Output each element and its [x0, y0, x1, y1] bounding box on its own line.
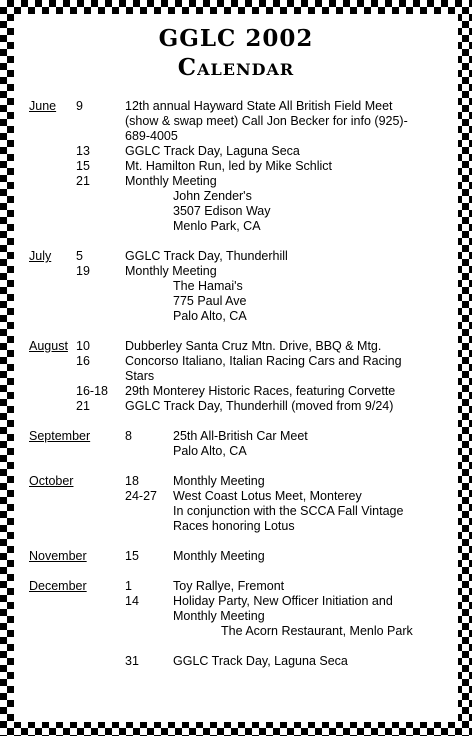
month-october: October: [29, 474, 74, 488]
event-text: Mt. Hamilton Run, led by Mike Schlict: [125, 159, 333, 173]
event-text: Stars: [125, 369, 155, 383]
event-text: (show & swap meet) Call Jon Becker for info (925)-: [125, 114, 408, 128]
event-day: 9: [76, 99, 83, 113]
event-text: Palo Alto, CA: [173, 444, 247, 458]
event-text: Monthly Meeting: [173, 549, 265, 563]
month-july: July: [29, 249, 52, 263]
event-text: 25th All-British Car Meet: [173, 429, 308, 443]
event-text: 12th annual Hayward State All British Field Meet: [125, 99, 393, 113]
event-day: 16-18: [76, 384, 108, 398]
month-september: September: [29, 429, 91, 443]
event-text: Holiday Party, New Officer Initiation and: [173, 594, 393, 608]
event-day: 5: [76, 249, 83, 263]
event-day: 15: [76, 159, 90, 173]
event-address: 775 Paul Ave: [173, 294, 247, 308]
event-text: West Coast Lotus Meet, Monterey: [173, 489, 362, 503]
event-address: Menlo Park, CA: [173, 219, 261, 233]
event-address: Palo Alto, CA: [173, 309, 247, 323]
page-subtitle: Calendar: [177, 54, 295, 81]
event-day: 21: [76, 174, 90, 188]
month-august: August: [29, 339, 68, 353]
event-address: 3507 Edison Way: [173, 204, 271, 218]
event-day: 24-27: [125, 489, 157, 503]
event-text: Monthly Meeting: [173, 609, 265, 623]
event-day: 19: [76, 264, 90, 278]
event-day: 31: [125, 654, 139, 668]
event-text: Monthly Meeting: [125, 174, 217, 188]
event-text: Toy Rallye, Fremont: [173, 579, 285, 593]
month-november: November: [29, 549, 87, 563]
event-text: In conjunction with the SCCA Fall Vintage: [173, 504, 404, 518]
event-text: GGLC Track Day, Laguna Seca: [173, 654, 348, 668]
event-text: Dubberley Santa Cruz Mtn. Drive, BBQ & Mtg.: [125, 339, 382, 353]
event-day: 14: [125, 594, 139, 608]
event-day: 15: [125, 549, 139, 563]
event-text: Monthly Meeting: [173, 474, 265, 488]
event-day: 16: [76, 354, 90, 368]
event-text: 689-4005: [125, 129, 178, 143]
event-text: Races honoring Lotus: [173, 519, 295, 533]
page-title: GGLC 2002: [158, 25, 314, 52]
event-text: GGLC Track Day, Laguna Seca: [125, 144, 300, 158]
event-day: 21: [76, 399, 90, 413]
event-day: 10: [76, 339, 90, 353]
event-text: GGLC Track Day, Thunderhill (moved from 9/24): [125, 399, 394, 413]
event-address: The Acorn Restaurant, Menlo Park: [221, 624, 413, 638]
month-june: June: [29, 99, 57, 113]
calendar-page: [14, 14, 458, 722]
event-day: 8: [125, 429, 132, 443]
event-day: 13: [76, 144, 90, 158]
event-day: 18: [125, 474, 139, 488]
event-text: GGLC Track Day, Thunderhill: [125, 249, 288, 263]
month-december: December: [29, 579, 87, 593]
event-address: The Hamai's: [173, 279, 243, 293]
event-day: 1: [125, 579, 132, 593]
event-text: 29th Monterey Historic Races, featuring Corvette: [125, 384, 396, 398]
event-address: John Zender's: [173, 189, 252, 203]
event-text: Concorso Italiano, Italian Racing Cars and Racing: [125, 354, 402, 368]
event-text: Monthly Meeting: [125, 264, 217, 278]
